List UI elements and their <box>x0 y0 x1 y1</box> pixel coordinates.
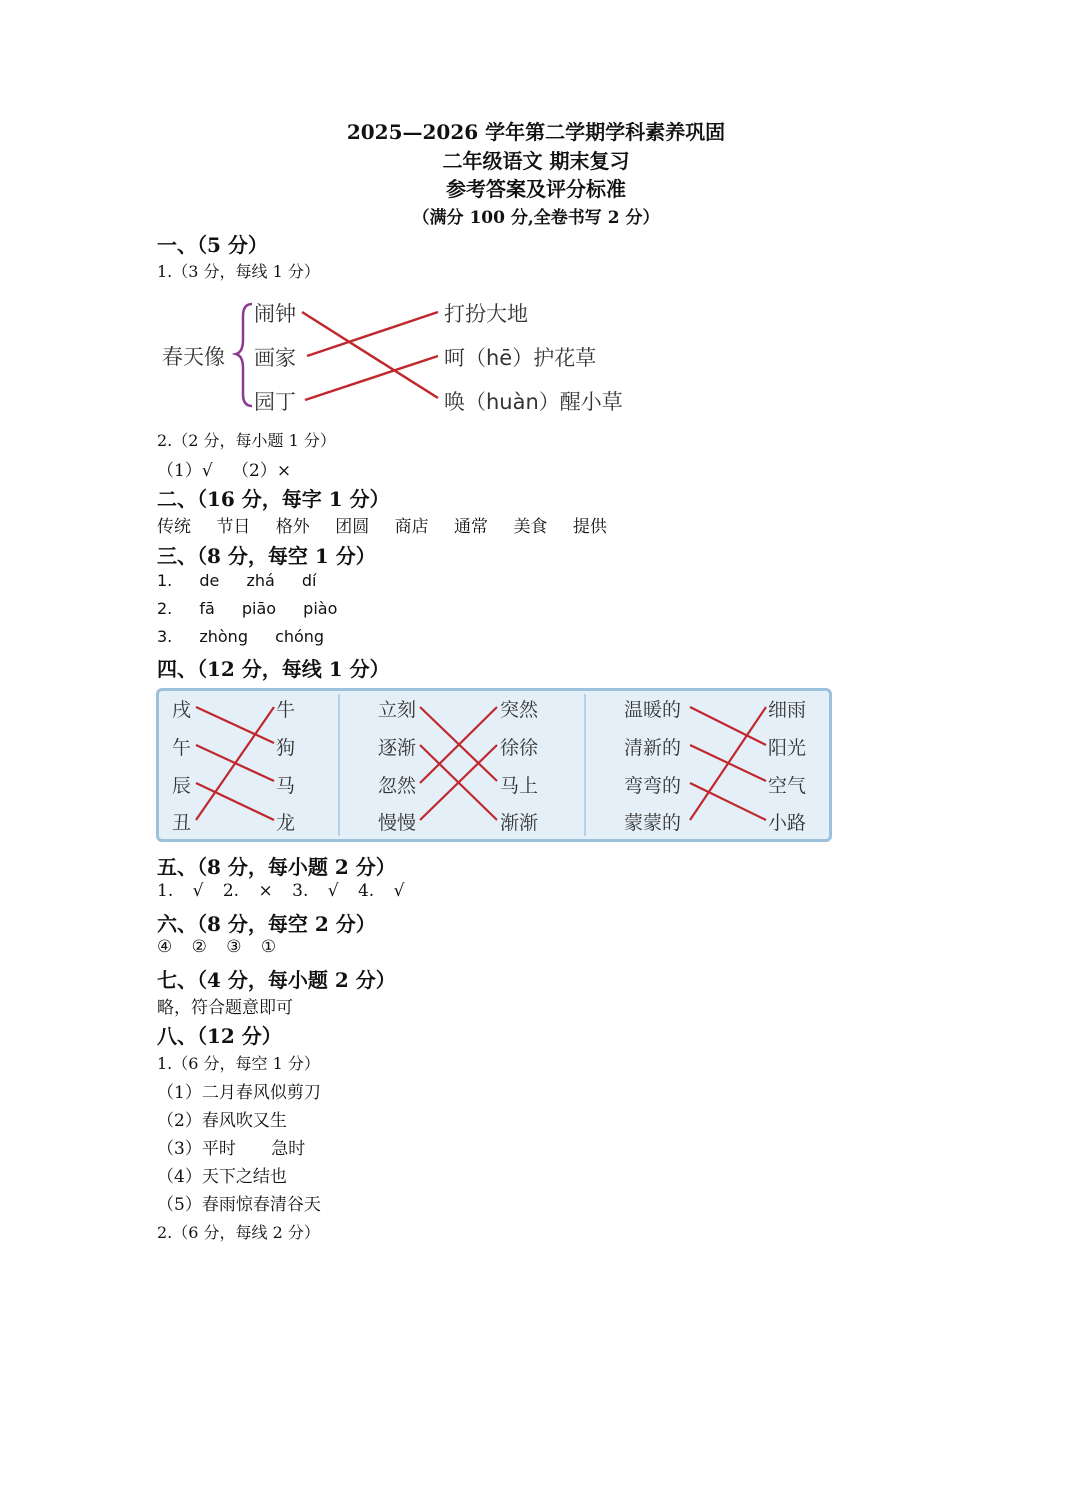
g3-left-3: 弯弯的 <box>624 775 682 797</box>
g3-right-1: 细雨 <box>768 699 807 721</box>
section-1-q2-answer: （1）√ （2）× <box>157 461 292 481</box>
header-title: 2025—2026 学年第二学期学科素养巩固 <box>346 120 726 144</box>
section-6-answer: ④ ② ③ ① <box>157 937 277 957</box>
section-8-item-2: （2）春风吹又生 <box>157 1111 287 1131</box>
match-left-1: 闹钟 <box>254 302 296 326</box>
g3-left-4: 蒙蒙的 <box>624 812 682 834</box>
header-answer-title: 参考答案及评分标准 <box>446 177 626 201</box>
g1-right-2: 狗 <box>276 737 296 759</box>
header-subtitle: 二年级语文 期末复习 <box>442 149 630 173</box>
g3-left-1: 温暖的 <box>624 699 682 721</box>
g1-left-4: 丑 <box>172 812 192 834</box>
section-8-item-3: （3）平时 急时 <box>157 1139 306 1159</box>
g1-right-3: 马 <box>276 775 296 797</box>
section-8-item-1: （1）二月春风似剪刀 <box>157 1083 321 1103</box>
word: 团圆 <box>335 517 370 537</box>
section-5-answer: 1. √ 2. × 3. √ 4. √ <box>157 881 405 901</box>
g2-right-3: 马上 <box>500 775 539 797</box>
section-1-q2: 2.（2 分，每小题 1 分） <box>157 431 336 450</box>
g3-line-1 <box>690 707 766 745</box>
g3-right-3: 空气 <box>768 775 807 797</box>
g2-right-1: 突然 <box>500 699 539 721</box>
word: 提供 <box>572 517 607 537</box>
header-score-note: （满分 100 分,全卷书写 2 分） <box>412 208 660 228</box>
word: 通常 <box>454 517 489 537</box>
g1-right-4: 龙 <box>276 812 296 834</box>
g1-left-1: 戌 <box>172 699 192 721</box>
g2-left-1: 立刻 <box>378 699 417 721</box>
word: 节日 <box>216 517 251 537</box>
match-subject: 春天像 <box>162 345 225 369</box>
section-8-heading: 八、（12 分） <box>157 1024 282 1048</box>
section-8-q1: 1.（6 分，每空 1 分） <box>157 1054 320 1073</box>
section-3-line-2: 2. fā piāo piào <box>157 599 338 618</box>
g3-right-4: 小路 <box>768 812 807 834</box>
match-left-2: 画家 <box>254 346 296 370</box>
section-6-heading: 六、（8 分，每空 2 分） <box>157 912 376 936</box>
section-7-answer: 略，符合题意即可 <box>157 998 293 1018</box>
section-5-heading: 五、（8 分，每小题 2 分） <box>157 855 396 879</box>
word: 美食 <box>513 517 548 537</box>
section-7-heading: 七、（4 分，每小题 2 分） <box>157 968 396 992</box>
word: 传统 <box>157 517 191 537</box>
word: 格外 <box>275 517 310 537</box>
g1-left-2: 午 <box>172 737 192 759</box>
g2-right-2: 徐徐 <box>500 737 539 759</box>
section-2-heading: 二、（16 分，每字 1 分） <box>157 487 390 511</box>
g3-left-2: 清新的 <box>624 737 682 759</box>
match-left-3: 园丁 <box>254 390 296 414</box>
section-3-heading: 三、（8 分，每空 1 分） <box>157 544 376 568</box>
match-right-2: 呵（hē）护花草 <box>444 346 597 370</box>
g2-left-2: 逐渐 <box>378 737 417 759</box>
g1-left-3: 辰 <box>172 775 192 797</box>
g3-right-2: 阳光 <box>768 737 807 759</box>
g2-left-3: 忽然 <box>378 775 417 797</box>
g3-line-4 <box>690 707 766 820</box>
section-3-line-3: 3. zhòng chóng <box>157 627 325 646</box>
word: 商店 <box>394 517 429 537</box>
g2-left-4: 慢慢 <box>378 812 417 834</box>
section-1-heading: 一、（5 分） <box>157 233 268 257</box>
section-3-line-1: 1. de zhá dí <box>157 571 317 590</box>
section-8-item-4: （4）天下之结也 <box>157 1167 287 1187</box>
match-right-3: 唤（huàn）醒小草 <box>444 390 623 414</box>
section-8-q2: 2.（6 分，每线 2 分） <box>157 1223 320 1242</box>
section-1-q1: 1.（3 分，每线 1 分） <box>157 262 320 281</box>
g1-right-1: 牛 <box>276 699 296 721</box>
g2-right-4: 渐渐 <box>500 812 539 834</box>
section-4-heading: 四、（12 分，每线 1 分） <box>157 657 390 681</box>
match-right-1: 打扮大地 <box>444 302 528 326</box>
section-8-item-5: （5）春雨惊春清谷天 <box>157 1195 321 1215</box>
